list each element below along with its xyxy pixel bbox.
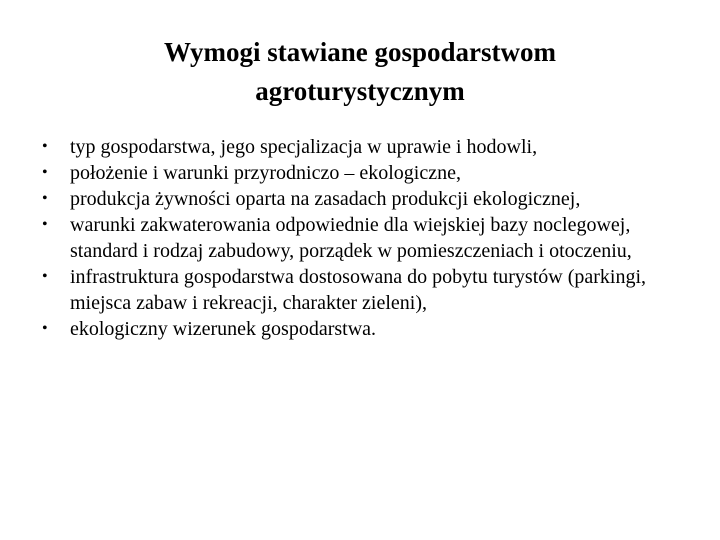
bullet-list bbox=[40, 134, 690, 342]
bullet-text: ekologiczny wizerunek gospodarstwa. bbox=[70, 318, 377, 340]
bullet-icon: • bbox=[42, 268, 48, 285]
bullet-icon: • bbox=[42, 216, 48, 233]
bullet-text: produkcja żywności oparta na zasadach produkcji ekologicznej, bbox=[70, 188, 581, 210]
bullet-icon: • bbox=[42, 138, 48, 155]
bullet-text: typ gospodarstwa, jego specjalizacja w uprawie i hodowli, bbox=[70, 136, 538, 158]
bullet-item bbox=[40, 264, 690, 316]
bullet-item bbox=[40, 212, 690, 264]
title-line-1: Wymogi stawiane gospodarstwom bbox=[163, 37, 556, 67]
bullet-text: warunki zakwaterowania odpowiednie dla wiejskiej bazy noclegowej, standard i rodzaj zabudowy, porządek w pomieszczeniach i otoczeniu, bbox=[70, 214, 632, 262]
bullet-icon: • bbox=[42, 190, 48, 207]
slide-title bbox=[60, 33, 660, 111]
bullet-text: infrastruktura gospodarstwa dostosowana do pobytu turystów (parkingi, miejsca zabaw i rekreacji, charakter zieleni), bbox=[70, 266, 647, 314]
bullet-text: położenie i warunki przyrodniczo – ekologiczne, bbox=[70, 162, 461, 184]
bullet-item bbox=[40, 134, 690, 160]
title-line-2: agroturystycznym bbox=[255, 76, 465, 106]
bullet-icon: • bbox=[42, 164, 48, 181]
bullet-item bbox=[40, 316, 690, 342]
bullet-item bbox=[40, 160, 690, 186]
bullet-icon: • bbox=[42, 320, 48, 337]
bullet-item bbox=[40, 186, 690, 212]
